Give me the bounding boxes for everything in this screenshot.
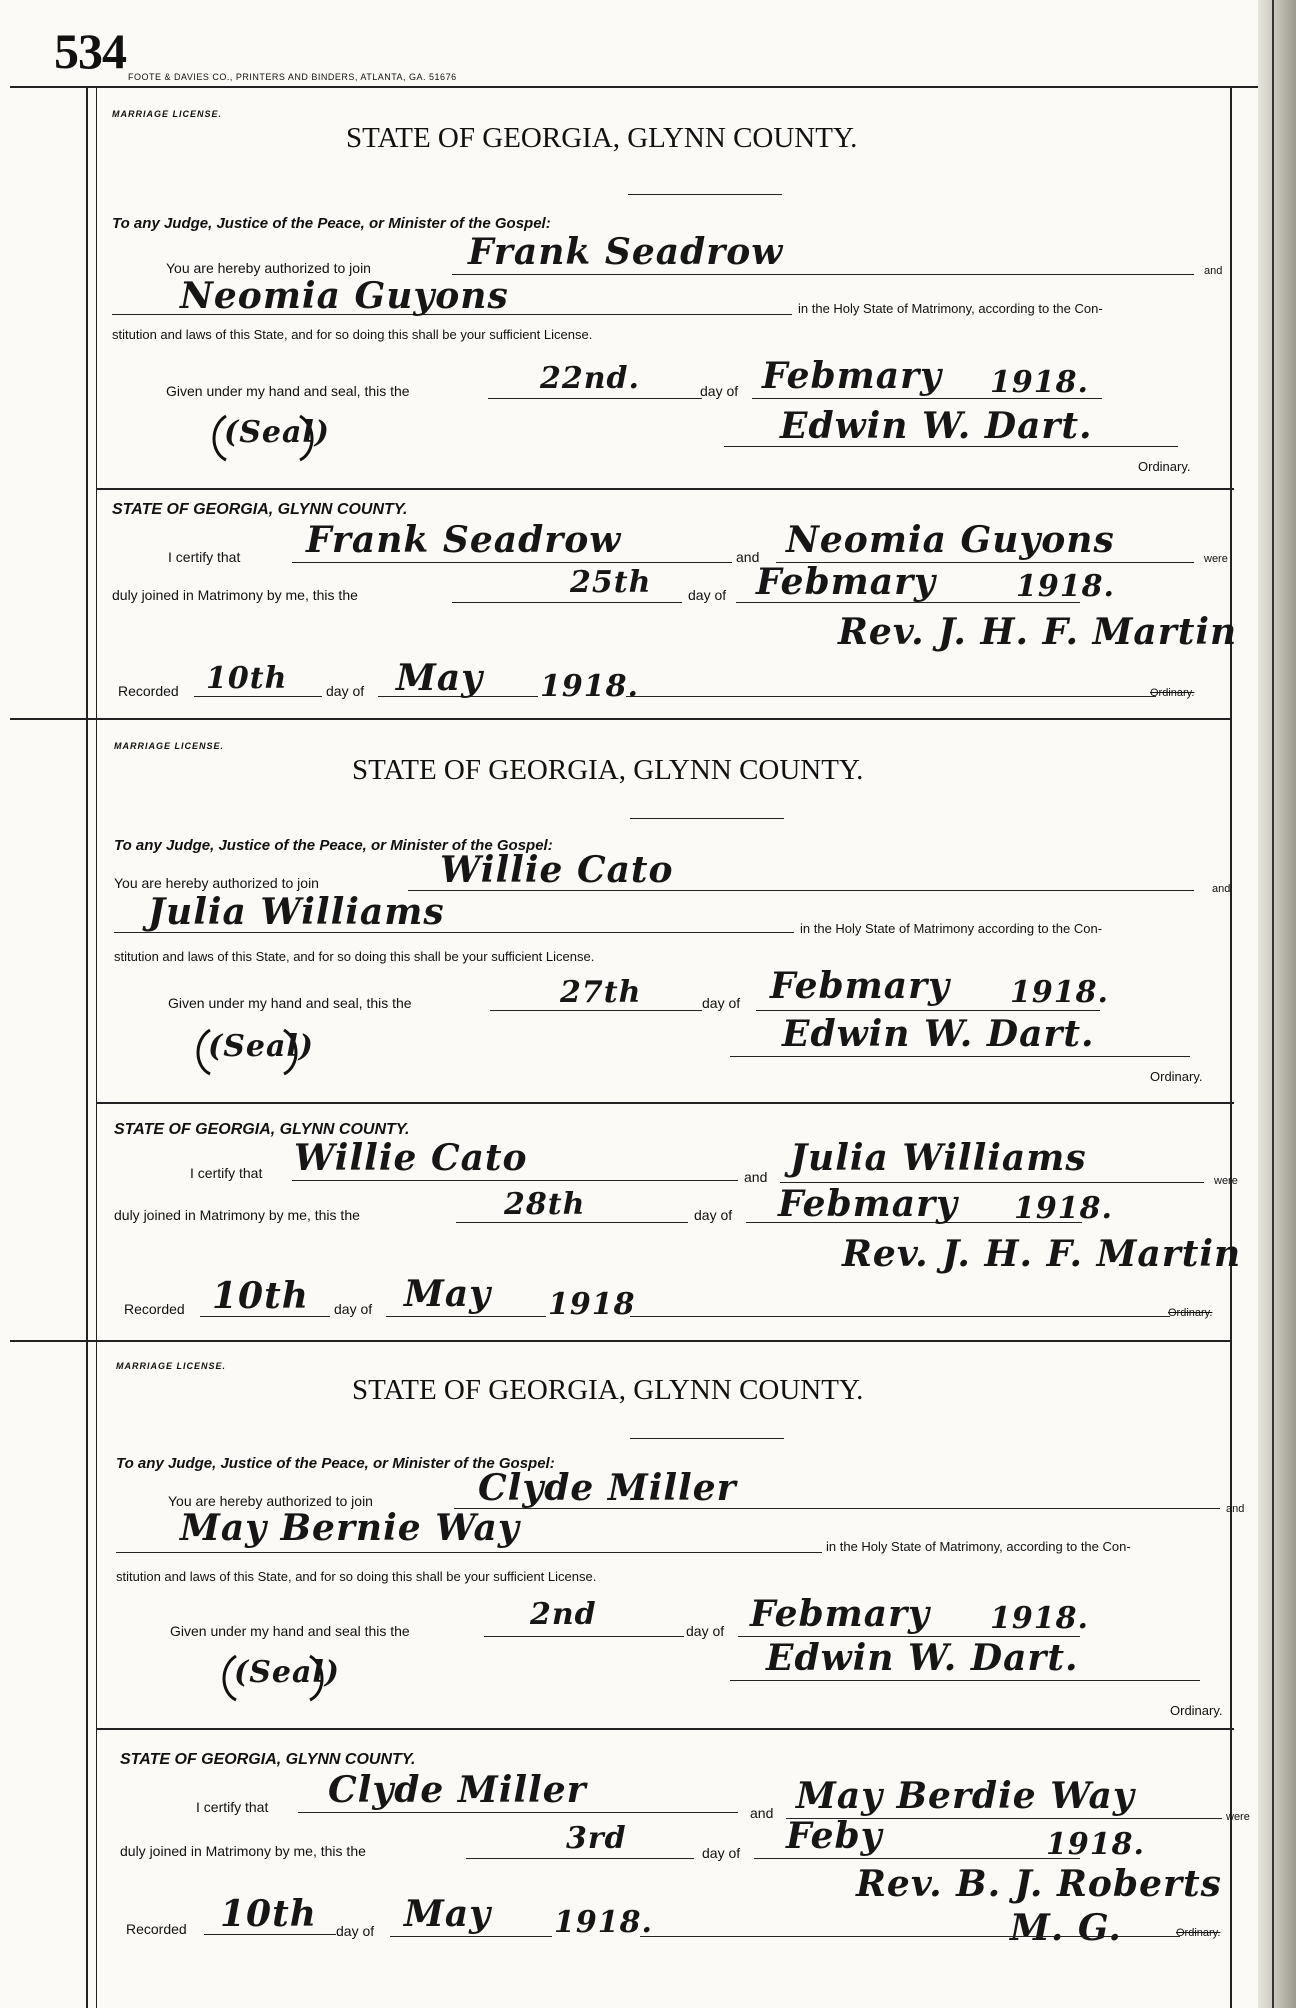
joined-text: duly joined in Matrimony by me, this the [114, 1207, 360, 1223]
and-text: and [1226, 1503, 1245, 1515]
joined-text: duly joined in Matrimony by me, this the [120, 1843, 366, 1859]
cert-day-line [456, 1222, 688, 1223]
groom-name: Willie Cato [440, 849, 674, 891]
holy-state-text: in the Holy State of Matrimony, according to the Con- [826, 1539, 1131, 1554]
certificate-heading: STATE OF GEORGIA, GLYNN COUNTY. [114, 1121, 410, 1138]
left-margin-rule [86, 86, 88, 2008]
license-year: 1918. [1010, 975, 1109, 1010]
printer-imprint: FOOTE & DAVIES CO., PRINTERS AND BINDERS, ATLANTA, GA. 51676 [128, 72, 457, 82]
authorized-text: You are hereby authorized to join [168, 1493, 373, 1509]
license-day: 27th [560, 975, 642, 1010]
recorded-text: Recorded [124, 1301, 185, 1317]
signature-line [730, 1680, 1200, 1681]
holy-state-text: in the Holy State of Matrimony, according to the Con- [798, 301, 1103, 316]
cert-day: 3rd [566, 1821, 627, 1856]
license-address: To any Judge, Justice of the Peace, or Minister of the Gospel: [112, 215, 551, 232]
rec-day-line [194, 696, 322, 697]
rec-ordinary: Ordinary. [1150, 687, 1195, 699]
given-text: Given under my hand and seal, this the [166, 383, 410, 399]
constitution-text: stitution and laws of this State, and for so doing this shall be your sufficient License. [112, 327, 593, 342]
license-month: Febmary [750, 1593, 930, 1635]
and-text: and [1212, 883, 1231, 895]
cert-officiant: Rev. J. H. F. Martin [838, 611, 1238, 653]
cert-day-line [452, 602, 682, 603]
bride-name: Neomia Guyons [180, 275, 509, 317]
book-binding [1258, 0, 1296, 2008]
cert-day-of: day of [688, 587, 727, 603]
cert-day-line [466, 1858, 694, 1859]
cert-and: and [744, 1169, 768, 1185]
license-title: STATE OF GEORGIA, GLYNN COUNTY. [346, 122, 858, 154]
day-of-text: day of [700, 383, 739, 399]
constitution-text: stitution and laws of this State, and for so doing this shall be your sufficient License. [116, 1569, 597, 1584]
certify-text: I certify that [196, 1799, 269, 1815]
recorded-text: Recorded [118, 683, 179, 699]
ordinary-label: Ordinary. [1138, 459, 1191, 474]
were-text: were [1226, 1811, 1250, 1823]
cert-bride: May Berdie Way [796, 1775, 1135, 1817]
cert-year: 1918. [1014, 1191, 1113, 1226]
groom-name: Clyde Miller [478, 1467, 737, 1509]
certify-text: I certify that [168, 549, 241, 565]
certificate-heading: STATE OF GEORGIA, GLYNN COUNTY. [120, 1751, 416, 1768]
rec-day: 10th [212, 1275, 309, 1317]
license-day: 2nd [530, 1597, 597, 1632]
right-margin-rule [1230, 86, 1232, 2008]
bride-name: Julia Williams [148, 891, 445, 933]
rec-year: 1918. [554, 1905, 653, 1940]
constitution-text: stitution and laws of this State, and for so doing this shall be your sufficient License. [114, 949, 595, 964]
rec-month: May [404, 1273, 492, 1315]
cert-year: 1918. [1046, 1827, 1145, 1862]
license-title: STATE OF GEORGIA, GLYNN COUNTY. [352, 754, 864, 786]
were-text: were [1204, 553, 1228, 565]
title-underline [630, 1438, 784, 1439]
rec-month-line [390, 1936, 552, 1937]
rec-year: 1918 [548, 1287, 636, 1322]
section-rule [96, 488, 1234, 490]
recorded-text: Recorded [126, 1921, 187, 1937]
cert-groom: Willie Cato [294, 1137, 528, 1179]
rec-year: 1918. [540, 669, 639, 704]
license-address: To any Judge, Justice of the Peace, or Minister of the Gospel: [114, 837, 553, 854]
license-signature: Edwin W. Dart. [780, 405, 1093, 447]
day-line [488, 398, 702, 399]
license-year: 1918. [990, 365, 1089, 400]
cert-month-line [754, 1858, 1080, 1859]
given-text: Given under my hand and seal, this the [168, 995, 412, 1011]
title-underline [628, 194, 782, 195]
holy-state-text: in the Holy State of Matrimony according to the Con- [800, 921, 1103, 936]
rec-day: 10th [206, 661, 288, 696]
certify-text: I certify that [190, 1165, 263, 1181]
license-month: Febmary [770, 965, 950, 1007]
rec-day-of: day of [326, 683, 365, 699]
bride-line [116, 1552, 822, 1553]
cert-day-of: day of [702, 1845, 741, 1861]
rec-ordinary: Ordinary. [1168, 1307, 1213, 1319]
cert-year: 1918. [1016, 569, 1115, 604]
section-rule [96, 1728, 1234, 1730]
license-address: To any Judge, Justice of the Peace, or Minister of the Gospel: [116, 1455, 555, 1472]
cert-bride: Julia Williams [790, 1137, 1087, 1179]
rec-month-line [386, 1316, 546, 1317]
license-tag: MARRIAGE LICENSE. [114, 741, 225, 751]
day-of-text: day of [686, 1623, 725, 1639]
record-divider [10, 1340, 1232, 1342]
top-rule [10, 86, 1258, 88]
cert-groom-line [292, 1180, 738, 1181]
certificate-heading: STATE OF GEORGIA, GLYNN COUNTY. [112, 501, 408, 518]
and-text: and [1204, 265, 1223, 277]
given-text: Given under my hand and seal this the [170, 1623, 410, 1639]
cert-and: and [750, 1805, 774, 1821]
cert-bride: Neomia Guyons [786, 519, 1115, 561]
cert-day: 25th [570, 565, 652, 600]
rec-ordinary-line [626, 696, 1156, 697]
month-line [756, 1010, 1100, 1011]
cert-month: Feby [786, 1815, 883, 1857]
cert-groom-line [292, 562, 732, 563]
left-margin-rule-inner [96, 86, 97, 2008]
license-month: Febmary [762, 355, 942, 397]
rec-month: May [396, 657, 484, 699]
rec-day-of: day of [334, 1301, 373, 1317]
rec-ordinary: Ordinary. [1176, 1927, 1221, 1939]
cert-officiant: Rev. B. J. Roberts [856, 1863, 1222, 1905]
section-rule [96, 1102, 1234, 1104]
cert-officiant: Rev. J. H. F. Martin [842, 1233, 1242, 1275]
cert-month: Febmary [778, 1183, 958, 1225]
groom-line [452, 274, 1194, 275]
cert-and: and [736, 549, 760, 565]
license-tag: MARRIAGE LICENSE. [116, 1361, 227, 1371]
record-divider [10, 718, 1232, 720]
license-signature: Edwin W. Dart. [782, 1013, 1095, 1055]
day-of-text: day of [702, 995, 741, 1011]
day-line [484, 1636, 684, 1637]
groom-name: Frank Seadrow [468, 231, 784, 273]
ordinary-label: Ordinary. [1170, 1703, 1223, 1718]
authorized-text: You are hereby authorized to join [166, 260, 371, 276]
cert-officiant-suffix: M. G. [1010, 1907, 1122, 1949]
rec-ordinary-line [640, 1936, 1180, 1937]
rec-day: 10th [220, 1893, 317, 1935]
signature-line [730, 1056, 1190, 1057]
authorized-text: You are hereby authorized to join [114, 875, 319, 891]
cert-month: Febmary [756, 561, 936, 603]
license-signature: Edwin W. Dart. [766, 1637, 1079, 1679]
cert-day-of: day of [694, 1207, 733, 1223]
cert-day: 28th [504, 1187, 586, 1222]
license-title: STATE OF GEORGIA, GLYNN COUNTY. [352, 1374, 864, 1406]
ordinary-label: Ordinary. [1150, 1069, 1203, 1084]
license-year: 1918. [990, 1601, 1089, 1636]
seal-text: (Seal) [224, 415, 330, 450]
joined-text: duly joined in Matrimony by me, this the [112, 587, 358, 603]
seal-text: (Seal) [208, 1029, 314, 1064]
day-line [490, 1010, 702, 1011]
cert-groom: Frank Seadrow [306, 519, 622, 561]
seal-text: (Seal) [234, 1655, 340, 1690]
rec-day-of: day of [336, 1923, 375, 1939]
title-underline [630, 818, 784, 819]
cert-groom-line [298, 1812, 738, 1813]
page-number: 534 [54, 23, 126, 79]
license-day: 22nd. [540, 361, 640, 396]
bride-name: May Bernie Way [180, 1507, 520, 1549]
rec-ordinary-line [630, 1316, 1170, 1317]
license-tag: MARRIAGE LICENSE. [112, 109, 223, 119]
cert-groom: Clyde Miller [328, 1769, 587, 1811]
were-text: were [1214, 1175, 1238, 1187]
rec-month: May [404, 1893, 492, 1935]
